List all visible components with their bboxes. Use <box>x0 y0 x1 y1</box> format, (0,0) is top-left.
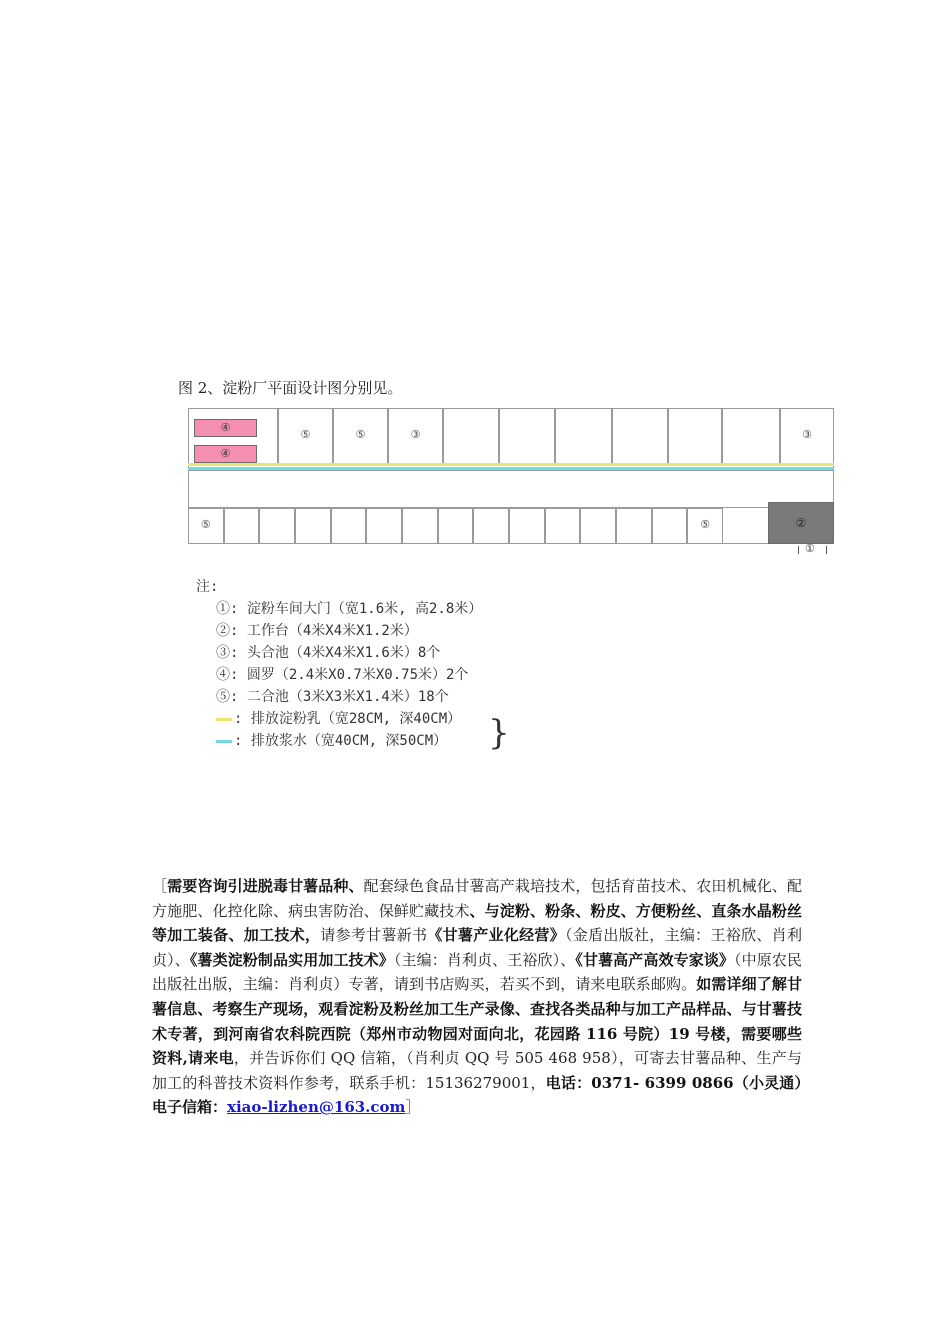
book-title: 《甘薯产业化经营》 <box>427 926 566 945</box>
tank-cell <box>259 508 295 544</box>
para-text: （主编：肖利贞、王裕欣）、 <box>393 950 576 969</box>
note-slurry-line: : 排放浆水（宽40CM, 深50CM） <box>196 730 482 752</box>
tank-cell: ⑤ <box>188 508 224 544</box>
tank-cell <box>668 408 722 464</box>
para-bold: 电话：0371- 6399 0866（小灵通）电子信箱： <box>152 1073 802 1117</box>
cyan-swatch <box>216 740 232 743</box>
tank-cell <box>652 508 688 544</box>
note-item: ⑤: 二合池（3米X3米X1.4米）18个 <box>216 689 449 705</box>
tank-cell <box>545 508 581 544</box>
email-link[interactable]: xiao-lizhen@163.com <box>227 1098 406 1117</box>
note-item: ④: 圆罗（2.4米X0.7米X0.75米）2个 <box>216 667 469 683</box>
tank-cell <box>616 508 652 544</box>
bracket-close: ］ <box>405 1098 421 1117</box>
tank-cell <box>366 508 402 544</box>
notes-title: 注: <box>196 579 219 595</box>
tank-cell <box>402 508 438 544</box>
contact-paragraph <box>152 874 802 1120</box>
para-bold: 、与淀粉、粉条、粉皮、方便粉丝、直条水晶粉丝等加工装备、加工技术， <box>152 901 802 945</box>
tank-cell <box>473 508 509 544</box>
round-sieve-2: ④ <box>194 445 257 463</box>
tank-cell <box>331 508 367 544</box>
para-text: 配套绿色食品甘薯高产栽培技术，包括育苗技术、农田机械化、配方施肥、化控化除、病虫害防治、保鲜贮藏技术 <box>152 877 802 920</box>
tank-cell: ⑤ <box>687 508 723 544</box>
tank-cell <box>555 408 612 464</box>
bracket-open: ［ <box>152 877 168 895</box>
tank-cell: ⑤ <box>333 408 388 464</box>
corridor <box>188 470 834 508</box>
starch-milk-channel <box>188 463 834 466</box>
para-text: （中原农民出版社出版，主编：肖利贞）专著，请到书店购买，若买不到，请来电联系邮购。 <box>152 950 802 994</box>
gate-label: ① <box>805 542 815 555</box>
para-text: （金盾出版社，主编：王裕欣、肖利贞）、 <box>152 926 802 969</box>
gate-marker <box>826 546 827 554</box>
tank-cell <box>722 408 780 464</box>
note-item: ①: 淀粉车间大门（宽1.6米, 高2.8米） <box>216 601 483 617</box>
tank-cell: ⑤ <box>278 408 333 464</box>
note-item: ③: 头合池（4米X4米X1.6米）8个 <box>216 645 441 661</box>
tank-cell <box>612 408 668 464</box>
round-sieve-1: ④ <box>194 419 257 437</box>
para-text: 请参考甘薯新书 <box>320 926 428 945</box>
legend-notes <box>196 576 510 753</box>
tank-cell <box>580 508 616 544</box>
tank-cell <box>438 508 474 544</box>
brace: } <box>488 713 510 753</box>
book-title: 《甘薯高产高效专家谈》 <box>575 950 735 969</box>
workbench: ② <box>768 502 834 544</box>
tank-cell <box>295 508 331 544</box>
floor-plan <box>188 408 834 555</box>
tank-cell: ③ <box>780 408 834 464</box>
note-starch-line: : 排放淀粉乳（宽28CM, 深40CM） <box>196 708 482 730</box>
yellow-swatch <box>216 718 232 721</box>
tank-cell <box>224 508 260 544</box>
tank-cell <box>443 408 499 464</box>
tank-cell: ③ <box>388 408 443 464</box>
para-bold: 需要咨询引进脱毒甘薯品种、 <box>167 877 364 895</box>
book-title: 《薯类淀粉制品实用加工技术》 <box>189 950 394 969</box>
note-item: ②: 工作台（4米X4米X1.2米） <box>216 623 418 639</box>
tank-cell <box>499 408 555 464</box>
para-text: ，并告诉你们 QQ 信箱，（肖利贞 QQ 号 505 468 958），可寄去甘薯品种、生产与加工的科普技术资料作参考，联系手机：15136279001， <box>152 1049 802 1092</box>
para-bold: 如需详细了解甘薯信息、考察生产现场，观看淀粉及粉丝加工生产录像、查找各类品种与加工产品样品、与甘薯技术专著，到河南省农科院西院（郑州市动物园对面向北，花园路 116 号院）19 号楼，需要哪些资料,请来电 <box>152 975 802 1068</box>
gate-marker <box>798 546 799 554</box>
tank-cell <box>509 508 545 544</box>
figure-caption: 图 2、淀粉厂平面设计图分别见。 <box>178 379 403 397</box>
